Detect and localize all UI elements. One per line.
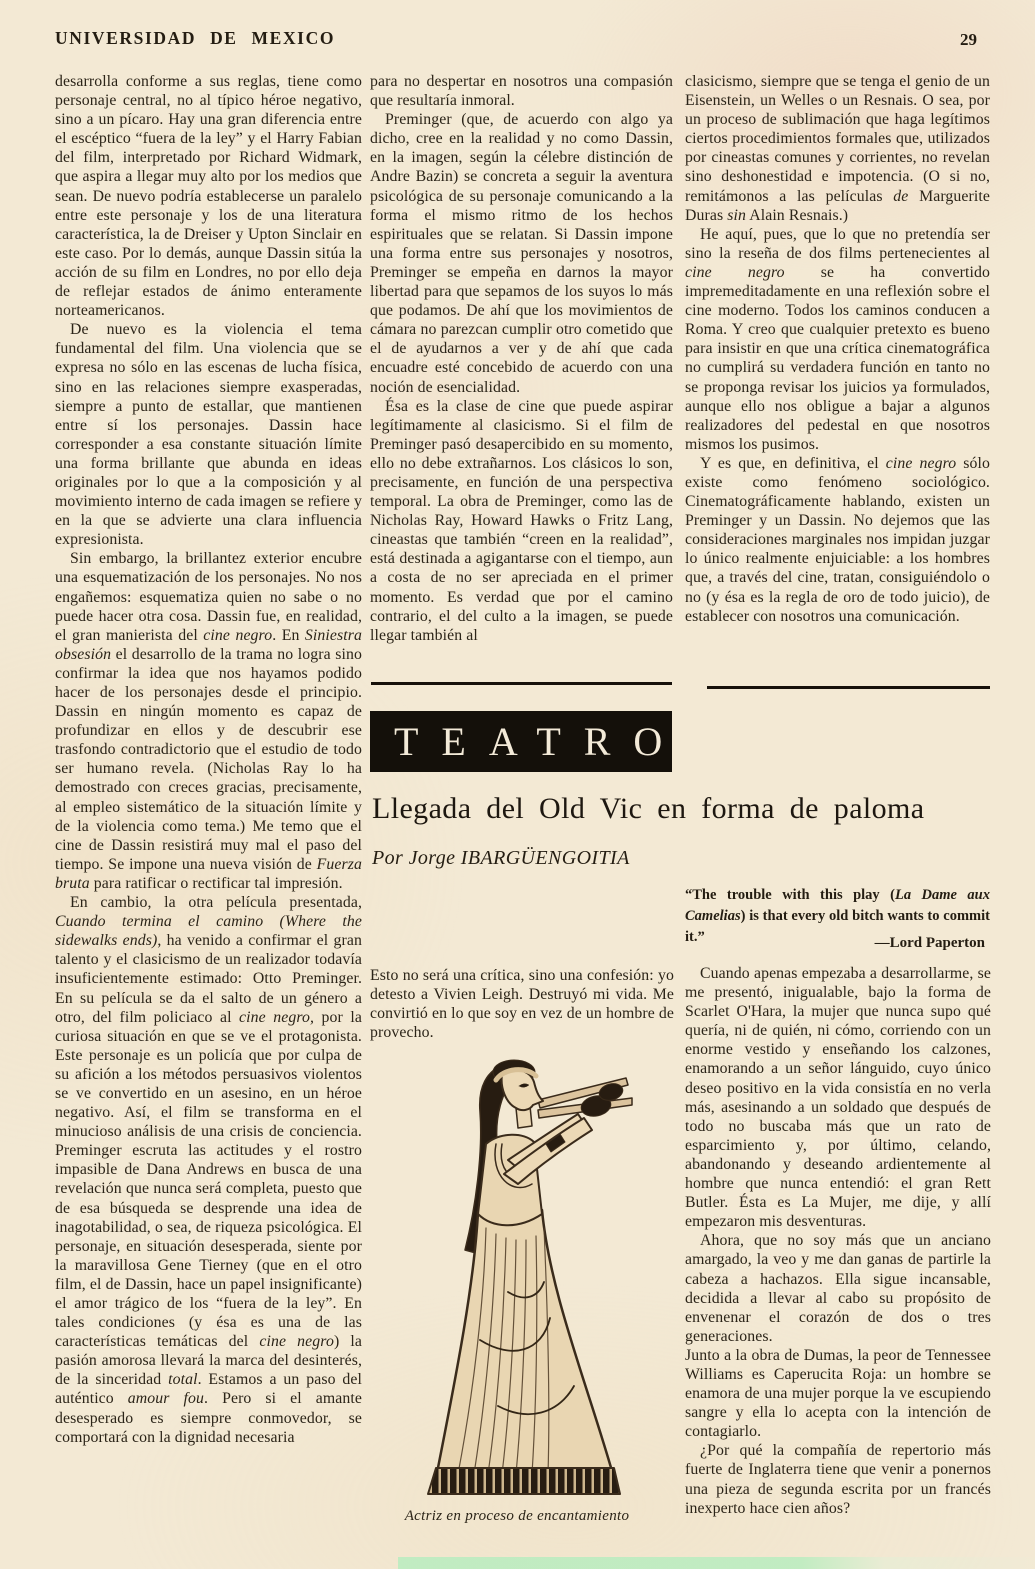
text-segment: . Estamos a un paso del auténtico <box>55 1371 362 1408</box>
text-segment: sin <box>727 206 747 224</box>
text-segment: por la curiosa situación en que se ve el protagonista. Este personaje es un policía que por culpa de su afición a los métodos persuasivos violentos se ve convertido en un asesino, en un héroe negativo. Así, el film se transforma en el minucioso análisis de una crisis de conciencia. Preminger escruta las actitudes y el rostro impasible de Dana Andrews en busca de una revelación que nunca será completa, puesto que de esa búsqueda se desprende una idea de inagotabilidad, o sea, de riqueza psicológica. El personaje, en situación desesperada, siente por la maravillosa Gene Tierney (que en el otro film, el de Dassin, hace un papel insignificante) el amor trágico de los “fuera de la ley”. En tales condiciones (y ésa es una de las características temáticas del <box>55 1008 362 1351</box>
paragraph <box>685 1441 991 1517</box>
paragraph <box>685 72 990 225</box>
text-segment: cine negro <box>685 263 785 281</box>
text-segment: el desarrollo de la trama no logra sino confirmar la idea que nos hayamos podido hacer de los personajes desde el principio. Dassin en ningún momento es capaz de profundizar en ellos y de descubrir ese trasfondo contradictorio que el estudio de todo ser humano revela. (Nicholas Ray lo ha demostrado con creces gracias, precisamente, al empleo sistemático de la situación límite y de la violencia como tema.) Me temo que el cine de Dassin resistirá muy mal el paso del tiempo. Se impone una nueva visión de <box>55 645 362 873</box>
text-segment: para no despertar en nosotros una compasión que resultaría inmoral. <box>370 73 673 110</box>
text-segment: La Dame aux Camelias <box>685 887 991 924</box>
paragraph <box>685 964 991 1231</box>
scan-artifact-strip <box>398 1557 1035 1569</box>
paragraph <box>685 225 990 454</box>
teatro-section-banner: TEATRO <box>370 711 672 772</box>
text-segment: . En <box>272 626 305 644</box>
text-segment: Cuando termina el camino (Where the sidewalks ends) <box>55 913 362 950</box>
text-segment: Esto no será una crítica, sino una confesión: yo detesto a Vivien Leigh. Destruyó mi vida. Me convirtió en lo que soy en vez de un hombre de provecho. <box>370 967 674 1042</box>
text-segment: De nuevo es la violencia el tema fundamental del film. Una violencia que se expresa no sólo en las escenas de lucha física, sino en las relaciones siempre exasperadas, siempre a punto de estallar, que mantienen entre sí los personajes. Dassin hace corresponder a esa constante situación límite una forma brillante que abunda en ideas originales por lo que a la composición y al movimiento interno de cada imagen se refiere y en la que se advierte una clara influencia expresionista. <box>55 321 362 549</box>
text-segment: ¿Por qué la compañía de repertorio más fuerte de Inglaterra tiene que venir a ponernos una pieza de segunda escrita por un francés inexperto hace cien años? <box>685 1442 991 1517</box>
film-review-column-2 <box>370 72 673 680</box>
paragraph <box>370 966 674 1042</box>
text-segment: cine negro <box>885 454 957 472</box>
paragraph <box>685 1346 991 1441</box>
teatro-column-right <box>685 964 991 1549</box>
text-segment: desarrolla conforme a sus reglas, tiene como personaje central, no al típico héroe negativo, sino a un pícaro. Hay una gran diferencia entre el escéptico “fuera de la ley” y el Harry Fabian del film, interpretado por Richard Widmark, que aspira a llegar muy alto por los medios que sean. De nuevo podría establecerse un paralelo entre este personaje y los de una literatura característica, la de Dreiser y Upton Sinclair en este caso. Por lo demás, aunque Dassin sitúa la acción de su film en Londres, no por ello deja de reflejar estados de ánimo enteramente norteamericanos. <box>55 73 362 320</box>
actress-illustration <box>390 1056 640 1496</box>
teatro-intro-paragraph <box>370 966 674 1042</box>
text-segment: “The trouble with this play ( <box>685 887 895 903</box>
text-segment: Ésa es la clase de cine que puede aspirar legítimamente al clasicismo. Si el film de Preminger pasó desapercibido en su momento, ello no debe extrañarnos. Los clásicos lo son, precisamente, en función de una perspectiva temporal. La obra de Preminger, como las de Nicholas Ray, Howard Hawks o Fritz Lang, cineastas que también “creen en la realidad”, está destinada a agigantarse con el tiempo, aun a costa de no ser apreciada en el primer momento. Es verdad que por el camino contrario, el del culto a la imagen, se puede llegar también al <box>370 397 673 644</box>
paragraph <box>55 72 362 320</box>
text-segment: Sin embargo, la brillantez exterior encubre una esquematización de los personajes. No nos engañemos: esquematiza quien no sabe o no puede hacer otra cosa. Dassin fue, en realidad, el gran manierista del <box>55 550 362 644</box>
section-divider-rule-right <box>707 686 990 689</box>
film-review-column-3 <box>685 72 990 680</box>
section-divider-rule-left <box>371 682 672 685</box>
text-segment: , ha venido a confirmar el gran talento y el clasicismo de un realizador todavía insuficientemente estimado: Otto Preminger. En su película se da el salto de un género a otro, del film policiaco al <box>55 932 362 1026</box>
paragraph <box>370 397 673 645</box>
paragraph <box>370 72 673 110</box>
article-byline: Por Jorge IBARGÜENGOITIA <box>372 847 630 869</box>
film-review-column-1 <box>55 72 362 1557</box>
paragraph <box>55 549 362 893</box>
text-segment: sólo existe como fenómeno sociológico. Cinematográficamente hablando, existen un Preminger y un Dassin. No dejemos que las consideraciones marginales nos impidan juzgar lo único realmente enjuiciable: a los hombres que, a través del cine, tratan, consiguiéndolo o no (y ésa es la regla de oro de todo juicio), de establecer con nosotros una comunicación. <box>685 454 990 625</box>
chiton-skirt <box>436 1210 614 1478</box>
greek-flute-player-drawing <box>390 1056 640 1496</box>
text-segment: total <box>168 1371 198 1389</box>
text-segment: Cuando apenas empezaba a desarrollarme, se me presentó, inigualable, bajo la forma de Scarlet O'Hara, la mujer que nunca supo qué quería, ni de quién, ni cómo, corriendo con un enorme vestido y enseñando los calzones, enamorando a un señor lánguido, cuyo único deseo positivo en la vida consistía en no verla más, asesinando a un soldado que después de todo no buscaba más que un rato de esparcimiento y, por último, celando, abandonando y deseando ardientemente al hombre que nunca entendió: el gran Rett Butler. Ésta es La Mujer, me dije, y allí empezaron mis desventuras. <box>685 965 991 1231</box>
text-segment: cine negro, <box>239 1008 315 1026</box>
text-segment: cine negro <box>203 626 273 644</box>
text-segment: ) is that every old bitch wants to commit it.” <box>685 908 990 945</box>
text-segment: cine negro <box>259 1333 334 1351</box>
masthead: UNIVERSIDAD DE MEXICO <box>55 28 336 48</box>
text-segment: Junto a la obra de Dumas, la peor de Tennessee Williams es Caperucita Roja: un hombre se enamora de una mujer porque la ve escupiendo sangre y ella lo acepta con la intención de contagiarlo. <box>685 1346 991 1441</box>
text-segment: amour fou <box>127 1390 205 1408</box>
text-segment: Y es que, en definitiva, el <box>700 454 886 472</box>
article-title: Llegada del Old Vic en forma de paloma <box>372 792 925 825</box>
paragraph <box>685 454 990 626</box>
text-segment: Fuerza bruta <box>55 855 362 892</box>
paragraph <box>55 320 362 549</box>
text-segment: En cambio, la otra película presentada, <box>70 894 362 912</box>
text-segment: . Pero si el amante desesperado es siempre conmovedor, se comportará con la dignidad necesaria <box>55 1390 362 1446</box>
paragraph <box>685 1231 991 1346</box>
text-segment: clasicismo, siempre que se tenga el genio de un Eisenstein, un Welles o un Resnais. O sea, por un proceso de sublimación que haga legítimos ciertos procedimientos formales que, utilizados por cineastas comunes y corrientes, no revelan sino deshonestidad e impotencia. (O si no, remitámonos a las películas <box>685 73 990 205</box>
epigraph-attribution: —Lord Paperton <box>874 935 985 951</box>
text-segment: Ahora, que no soy más que un anciano amargado, la veo y me dan ganas de partirle la cabeza a hachazos. Ella sigue incansable, decidida a llevar al cabo su propósito de envenenar el corazón de dos o tres generaciones. <box>685 1232 991 1345</box>
text-segment: de <box>893 187 909 205</box>
text-segment: ) la pasión amorosa llevará la marca del desinterés, de la sinceridad <box>55 1333 362 1389</box>
text-segment: se ha convertido impremeditadamente en una reflexión sobre el cine moderno. Todos los caminos conducen a Roma. Y creo que cualquier pretexto es bueno para insistir en que una crítica cinematográfica no cumplirá su verdadera función en tanto no se proponga revisar los juicios ya formulados, aunque ello nos obligue a bajar a algunos realizadores del pedestal en que nosotros mismos los pusimos. <box>685 263 990 453</box>
text-segment: He aquí, pues, que lo que no pretendía ser sino la reseña de dos films pertenecientes al <box>685 225 990 262</box>
paragraph <box>370 110 673 396</box>
hem-band <box>428 1468 620 1494</box>
text-segment: Alain Resnais.) <box>746 206 849 224</box>
text-segment: para ratificar o rectificar tal impresión. <box>89 874 343 892</box>
text-segment: Siniestra obsesión <box>55 626 362 663</box>
illustration-caption: Actriz en proceso de encantamiento <box>404 1508 630 1524</box>
paragraph <box>55 893 362 1447</box>
text-segment: Preminger (que, de acuerdo con algo ya dicho, cree en la realidad y no como Dassin, en la imagen, según la célebre distinción de Andre Bazin) se concreta a seguir la aventura psicológica de su personaje comunicando a la forma el mismo ritmo de los hechos espirituales que se relatan. Si Dassin impone una forma entre sus personajes y nosotros, Preminger se empeña en darnos la mayor libertad para que sepamos de los suyos lo más que podamos. De ahí que los movimientos de cámara no parezcan cumplir otro cometido que el de ayudarnos a ver y de ahí que cada encuadre esté concebido de acuerdo con una noción de esencialidad. <box>370 111 673 396</box>
page-number: 29 <box>960 30 977 49</box>
text-segment: Marguerite Duras <box>685 187 990 224</box>
